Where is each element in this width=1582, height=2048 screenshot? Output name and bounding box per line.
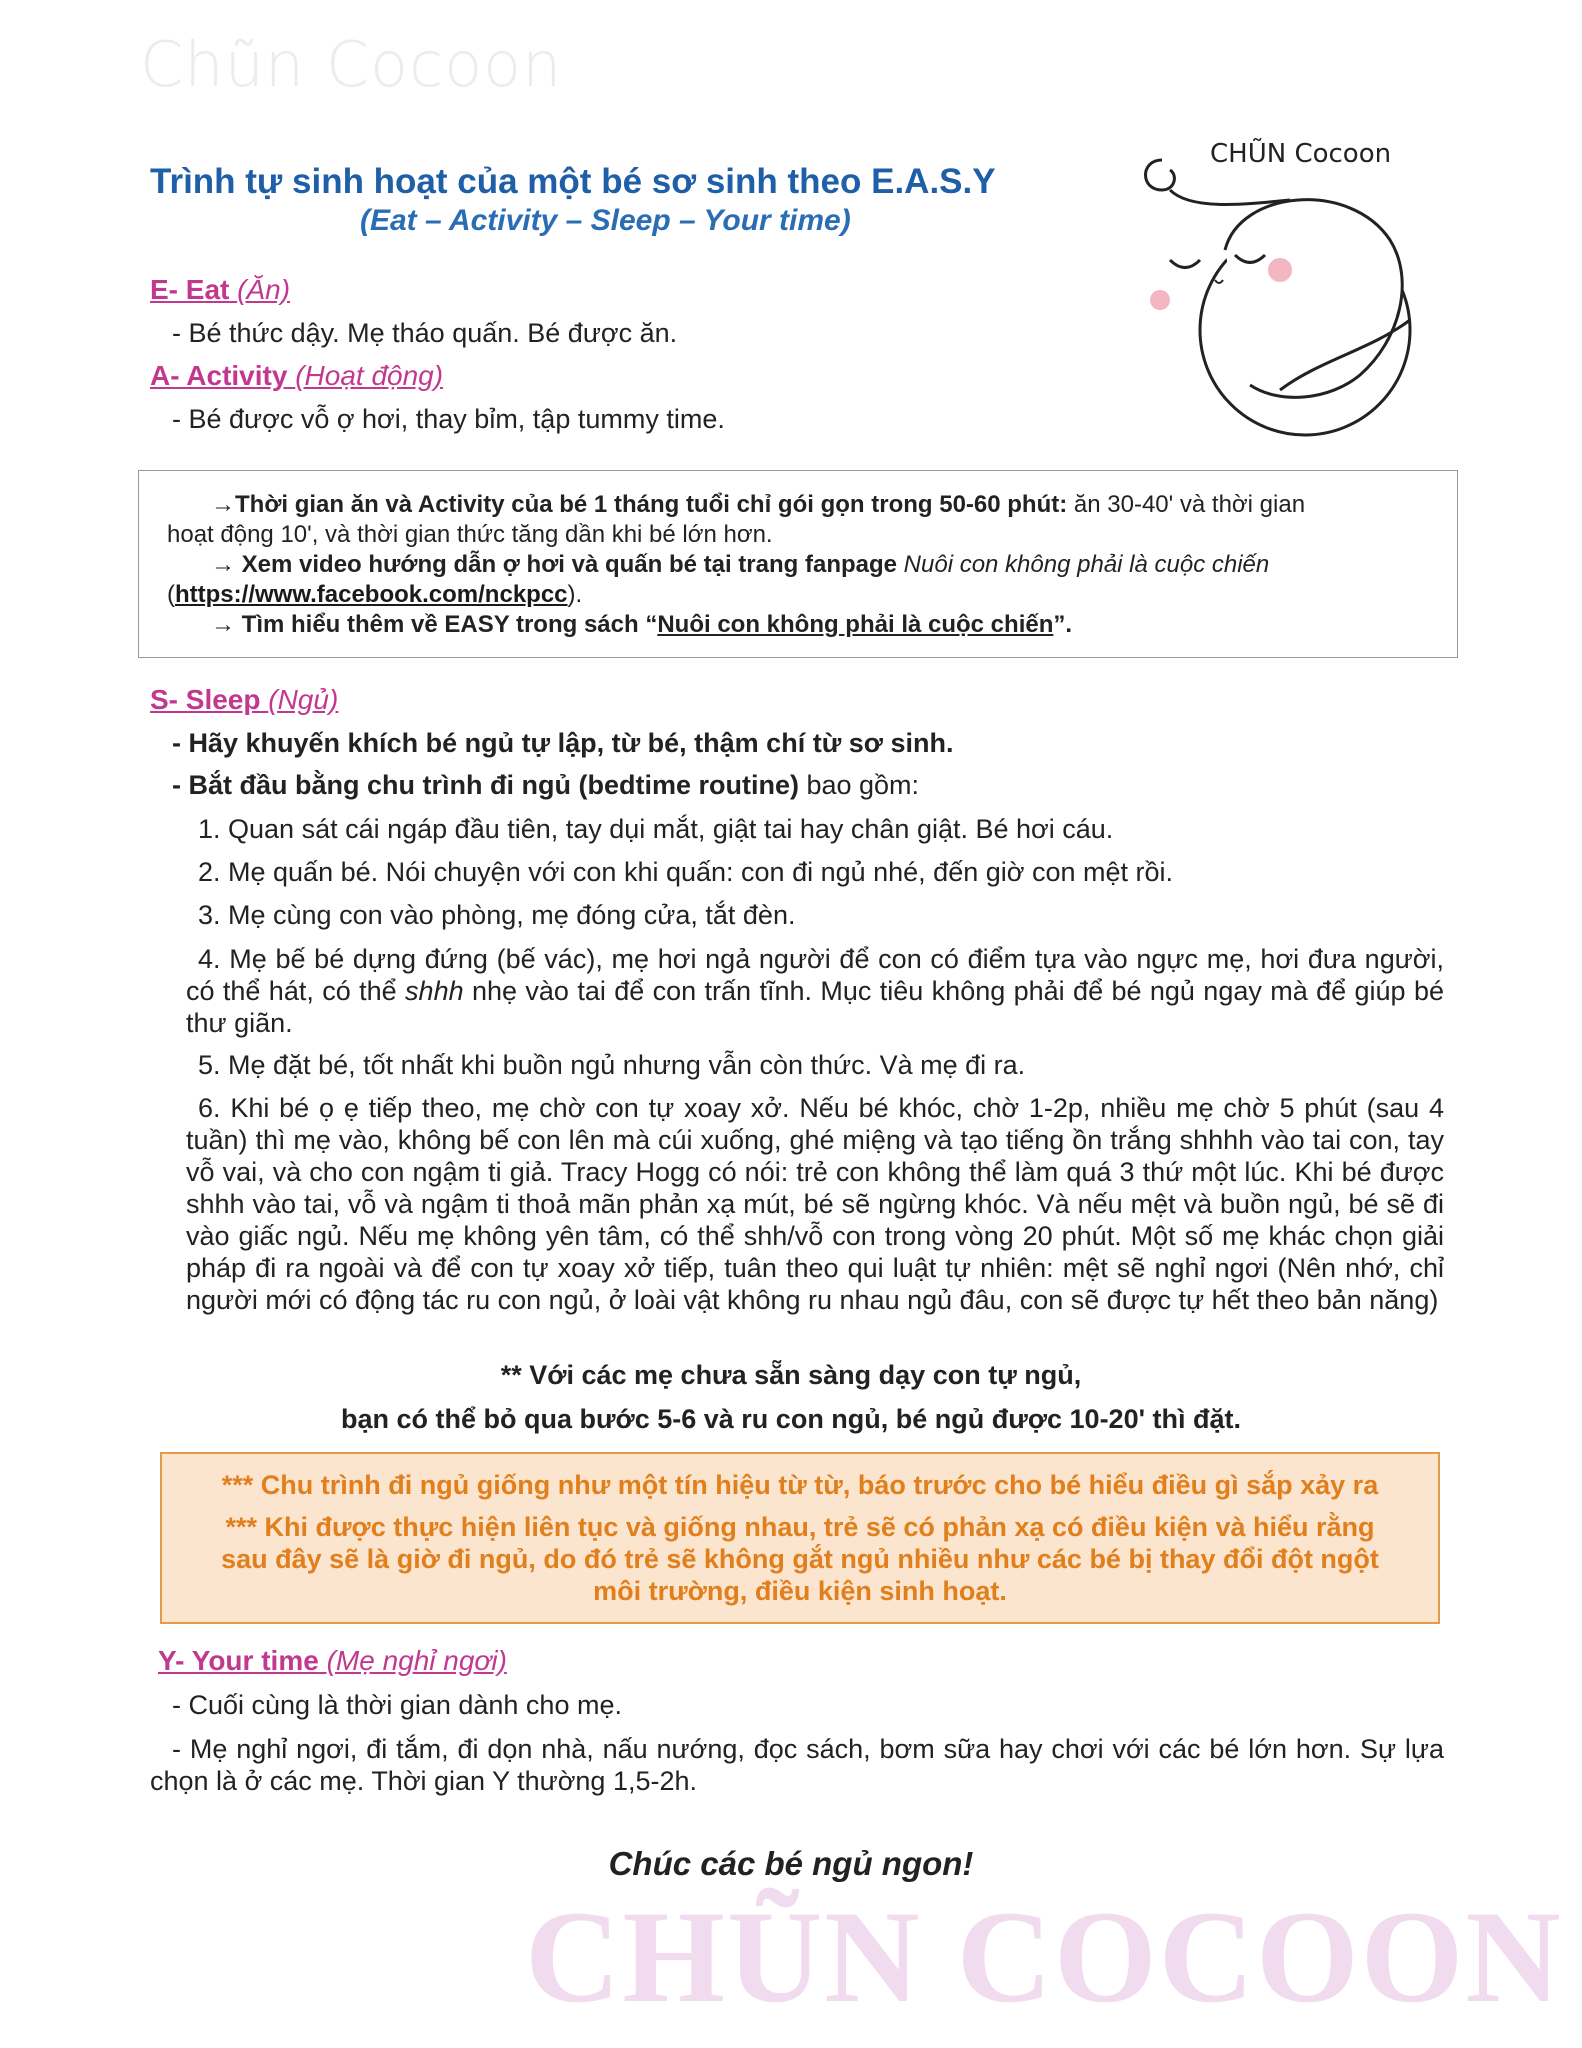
sleep-step-6: 6. Khi bé ọ ẹ tiếp theo, mẹ chờ con tự xoay xở. Nếu bé khóc, chờ 1-2p, nhiều mẹ chờ 5 phút (sau 4 tuần) thì mẹ vào, không bế con lên mà cúi xuống, ghé miệng và tạo tiếng ồn trắng shhhh vào tai con, tay vỗ vai, và cho con ngậm ti giả. Tracy Hogg có nói: trẻ con không thể làm quá 3 thứ một lúc. Khi bé được shhh vào tai, vỗ và ngậm ti thoả mãn phản xạ mút, bé sẽ ngừng khóc. Và nếu mệt và buồn ngủ, bé sẽ đi vào giấc ngủ. Nếu mẹ không yên tâm, có thể shh/vỗ con trong vòng 20 phút. Một số mẹ khác chọn giải pháp đi ra ngoài và để con tự xoay xở tiếp, tuân theo qui luật tự nhiên: mệt sẽ nghỉ ngơi (Nên nhớ, chỉ người mới có động tác ru con ngủ, ở loài vật không ru nhau ngủ đâu, con sẽ được tự hết theo bản năng) [186, 1093, 1444, 1315]
watermark-bottom: CHŨN COCOON [525, 1883, 1563, 2030]
note-box [138, 470, 1458, 658]
callout-line-3: sau đây sẽ là giờ đi ngủ, do đó trẻ sẽ không gắt ngủ nhiều như các bé bị thay đổi đột ngột [221, 1544, 1379, 1574]
section-activity-heading: A- Activity (Hoạt động) [150, 360, 444, 391]
section-sleep-heading: S- Sleep (Ngủ) [150, 684, 339, 715]
sleep-step-3: 3. Mẹ cùng con vào phòng, mẹ đóng cửa, tắt đèn. [198, 900, 796, 930]
logo-text: CHŨN Cocoon [1210, 139, 1392, 169]
eat-line: - Bé thức dậy. Mẹ tháo quấn. Bé được ăn. [172, 318, 678, 348]
sleep-step-1: 1. Quan sát cái ngáp đầu tiên, tay dụi mắt, giật tai hay chân giật. Bé hơi cáu. [198, 814, 1114, 844]
page-subtitle: (Eat – Activity – Sleep – Your time) [360, 204, 851, 237]
sleep-bullet-2: - Bắt đầu bằng chu trình đi ngủ (bedtime routine) bao gồm: [172, 770, 920, 800]
sleep-step-5: 5. Mẹ đặt bé, tốt nhất khi buồn ngủ nhưng vẫn còn thức. Và mẹ đi ra. [198, 1050, 1026, 1080]
closing-message: Chúc các bé ngủ ngon! [608, 1845, 974, 1882]
activity-line: - Bé được vỗ ợ hơi, thay bỉm, tập tummy time. [172, 404, 725, 434]
facebook-link[interactable]: https://www.facebook.com/nckpcc [175, 581, 568, 608]
page-title: Trình tự sinh hoạt của một bé sơ sinh theo E.A.S.Y [150, 162, 996, 201]
sleep-bullet-1: - Hãy khuyến khích bé ngủ tự lập, từ bé, thậm chí từ sơ sinh. [172, 728, 954, 758]
note-line-3: → Xem video hướng dẫn ợ hơi và quấn bé tại trang fanpage Nuôi con không phải là cuộc chiến [211, 551, 1270, 578]
sleep-step-4: 4. Mẹ bế bé dựng đứng (bế vác), mẹ hơi ngả người để con có điểm tựa vào ngực mẹ, hơi đưa người, có thể hát, có thể shhh nhẹ vào tai để con trấn tĩnh. Mục tiêu không phải để bé ngủ ngay mà để giúp bé thư giãn. [186, 944, 1444, 1038]
note-line-5: → Tìm hiểu thêm về EASY trong sách “Nuôi con không phải là cuộc chiến”. [211, 611, 1073, 638]
yourtime-line-1: - Cuối cùng là thời gian dành cho mẹ. [172, 1690, 622, 1720]
yourtime-line-2: - Mẹ nghỉ ngơi, đi tắm, đi dọn nhà, nấu nướng, đọc sách, bơm sữa hay chơi với các bé lớn hơn. Sự lựa chọn là ở các mẹ. Thời gian Y thường 1,5-2h. [150, 1734, 1444, 1796]
routine-callout-box [160, 1452, 1440, 1624]
note-line-4: (https://www.facebook.com/nckpcc). [167, 581, 583, 608]
section-yourtime-heading: Y- Your time (Mẹ nghỉ ngơi) [158, 1645, 507, 1676]
note-line-2: hoạt động 10', và thời gian thức tăng dần khi bé lớn hơn. [167, 521, 773, 548]
callout-line-1: *** Chu trình đi ngủ giống như một tín hiệu từ từ, báo trước cho bé hiểu điều gì sắp xảy ra [221, 1470, 1379, 1500]
callout-line-4: môi trường, điều kiện sinh hoạt. [593, 1576, 1007, 1606]
note-line-1: →Thời gian ăn và Activity của bé 1 tháng tuổi chỉ gói gọn trong 50-60 phút: ăn 30-40' và thời gian [211, 491, 1306, 518]
sleep-note-1: ** Với các mẹ chưa sẵn sàng dạy con tự ngủ, [500, 1360, 1082, 1390]
callout-line-2: *** Khi được thực hiện liên tục và giống nhau, trẻ sẽ có phản xạ có điều kiện và hiểu rằng [225, 1512, 1375, 1542]
section-eat-heading: E- Eat (Ăn) [150, 274, 291, 305]
sleep-step-2: 2. Mẹ quấn bé. Nói chuyện với con khi quấn: con đi ngủ nhé, đến giờ con mệt rồi. [198, 857, 1174, 887]
watermark-top: Chũn Cocoon [140, 28, 563, 101]
sleep-note-2: bạn có thể bỏ qua bước 5-6 và ru con ngủ, bé ngủ được 10-20' thì đặt. [340, 1404, 1242, 1434]
baby-cocoon-logo [1130, 130, 1430, 450]
